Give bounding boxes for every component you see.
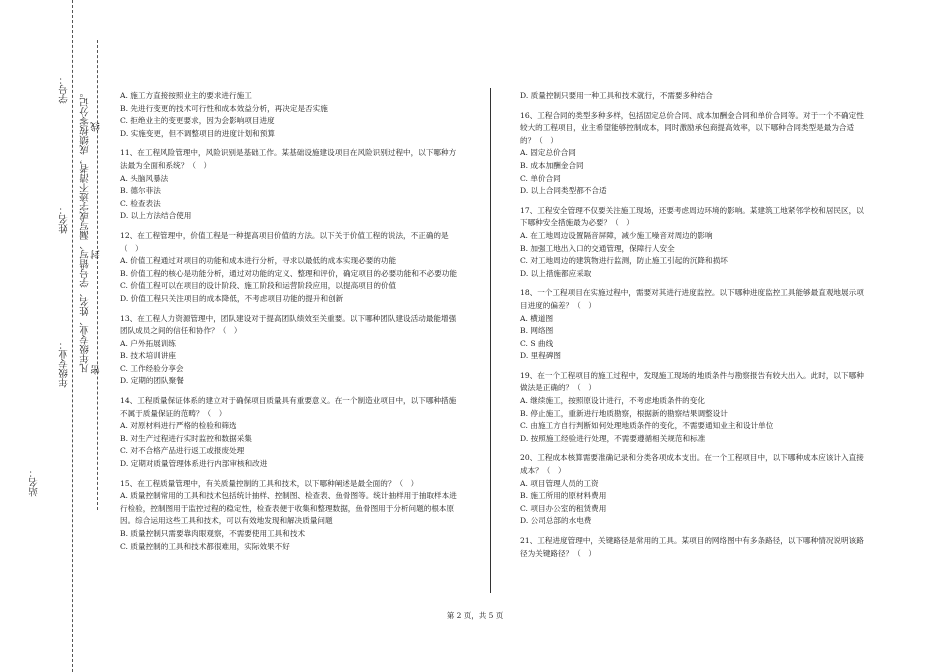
option: A. 价值工程通过对项目的功能和成本进行分析，寻求以最低的成本实现必要的功能: [120, 256, 397, 266]
question-17: [520, 205, 865, 281]
option: B. 网络图: [520, 326, 554, 336]
column-divider: [490, 88, 491, 593]
student-id-label: 学号：: [59, 75, 70, 104]
question-15: [120, 478, 460, 554]
right-column: [520, 90, 865, 560]
question-12: [120, 230, 460, 306]
option: B. 技术培训讲座: [120, 351, 176, 361]
option: D. 定期对质量管理体系进行内部审核和改进: [120, 459, 268, 469]
option: B. 德尔菲法: [120, 186, 161, 196]
option: A. 对原材料进行严格的检验和筛选: [120, 421, 237, 431]
question-text: 16、工程合同的类型多种多样，包括固定总价合同、成本加酬金合同和单价合同等。对于一个不确定性较大的工程项目，业主希望能够控制成本，同时激励承包商提高效率，以下哪种合同类型是最为合适的？（ ）: [520, 110, 864, 145]
binding-dashed-line-outer: [72, 0, 73, 672]
question-text: 21、工程进度管理中，关键路径是常用的工具。某项目的网络图中有多条路径，以下哪种情况说明该路径为关键路径？（ ）: [520, 536, 864, 558]
option: B. 价值工程的核心是功能分析，通过对功能的定义、整理和评价，确定项目的必要功能和不必要功能: [120, 268, 457, 278]
option: A. 质量控制常用的工具和技术包括统计抽样、控制图、检查表、鱼骨图等。统计抽样用于抽取样本进行检验，控制图用于监控过程的稳定性，检查表便于收集和整理数据，鱼骨图用于分析问题的根本原因。综合运用这些工具和技术，可以有效地发现和解决质量问题: [120, 491, 457, 526]
question-text: 19、在一个工程项目的施工过程中，发现施工现场的地质条件与勘察报告有较大出入。此时，以下哪种做法是正确的？（ ）: [520, 370, 864, 393]
question-text: 17、工程安全管理不仅要关注施工现场，还要考虑周边环境的影响。某建筑工地紧邻学校和居民区，以下哪种安全措施最为必要？（ ）: [520, 205, 864, 228]
option: D. 按照施工经验进行处理，不需要遵循相关规范和标准: [520, 433, 706, 443]
option: C. 对不合格产品进行返工或报废处理: [120, 446, 245, 456]
line-mark: 线: [91, 122, 102, 132]
page-number: 第 2 页，共 5 页: [446, 611, 504, 620]
option: D. 里程碑图: [520, 351, 562, 361]
option: A. 施工方直接按照业主的要求进行施工: [120, 91, 252, 100]
option: B. 质量控制只需要靠肉眼观察，不需要使用工具和技术: [120, 529, 306, 538]
option: D. 公司总部的水电费: [520, 516, 592, 526]
binding-notice: 凡年级专业、姓名、学号错写、漏写或字迹不清者，成绩按零分记。: [80, 88, 91, 373]
option: C. 质量控制的工具和技术都很难用，实际效果不好: [120, 541, 290, 551]
option: A. 继续施工，按照原设计进行，不考虑地质条件的变化: [520, 396, 705, 406]
option: B. 施工所用的原材料费用: [520, 491, 607, 501]
question-11: [120, 147, 460, 223]
seal-mark: 封: [91, 250, 102, 260]
question-text: 15、在工程质量管理中，有关质量控制的工具和技术，以下哪种阐述是最全面的？（ ）: [120, 478, 419, 488]
question-13: [120, 313, 460, 389]
question-text: 18、一个工程项目在实施过程中，需要对其进行进度监控。以下哪种进度监控工具能够最直观地展示项目进度的偏差？（ ）: [520, 288, 864, 310]
page-footer: [0, 610, 950, 621]
option: A. 项目管理人员的工资: [520, 478, 599, 488]
continued-question-left: [120, 90, 460, 140]
question-text: 20、工程成本核算需要准确记录和分类各项成本支出。在一个工程项目中，以下哪种成本应该计入直接成本？（ ）: [520, 453, 864, 476]
option: D. 质量控制只要用一种工具和技术就行，不需要多种结合: [520, 91, 713, 100]
binding-margin: [0, 0, 110, 672]
option: A. 在工地周边设置隔音屏障，减少施工噪音对周边的影响: [520, 230, 713, 240]
option: C. 对工地周边的建筑物进行监测，防止施工引起的沉降和损坏: [520, 256, 728, 266]
option: B. 停止施工，重新进行地质勘察，根据新的勘察结果调整设计: [520, 408, 728, 418]
question-text: 14、工程质量保证体系的建立对于确保项目质量具有重要意义。在一个制造业项目中，以下哪种措施不属于质量保证的范畴？（ ）: [120, 396, 457, 418]
question-text: 12、在工程管理中，价值工程是一种提高项目价值的方法。以下关于价值工程的说法，不正确的是（ ）: [120, 230, 449, 253]
option: C. 由施工方自行判断如何处理地质条件的变化，不需要通知业主和设计单位: [520, 421, 774, 431]
question-18: [520, 287, 865, 363]
option: A. 头脑风暴法: [120, 173, 169, 183]
option: D. 定期的团队聚餐: [120, 376, 184, 386]
option: D. 价值工程只关注项目的成本降低，不考虑项目功能的提升和创新: [120, 293, 344, 303]
option: C. 单价合同: [520, 173, 561, 183]
left-column: [120, 90, 460, 553]
secret-mark: 密: [91, 365, 102, 375]
question-16: [520, 110, 865, 198]
option: D. 实施变更，但不调整项目的进度计划和预算: [120, 128, 275, 138]
option: B. 成本加酬金合同: [520, 160, 584, 170]
question-text: 13、在工程人力资源管理中，团队建设对于提高团队绩效至关重要。以下哪种团队建设活动最能增强团队成员之间的信任和协作？（ ）: [120, 313, 457, 336]
continued-question-right: [520, 90, 865, 103]
grade-label: 年级专业：: [59, 340, 70, 388]
option: A. 固定总价合同: [520, 148, 576, 158]
question-21: [520, 535, 865, 560]
question-19: [520, 370, 865, 446]
option: C. 项目办公室的租赁费用: [520, 503, 607, 513]
option: C. 价值工程可以在项目的设计阶段、施工阶段和运营阶段应用，以提高项目的价值: [120, 281, 397, 291]
option: C. 工作经验分享会: [120, 363, 184, 373]
option: D. 以上方法结合使用: [120, 211, 192, 221]
question-text: 11、在工程风险管理中，风险识别是基础工作。某基础设施建设项目在风险识别过程中，以下哪种方法最为全面和系统？（ ）: [120, 148, 457, 170]
option: B. 加强工地出入口的交通管理，保障行人安全: [520, 243, 675, 253]
binding-dashed-line-inner: [97, 40, 98, 510]
option: B. 先进行变更的技术可行性和成本效益分析，再决定是否实施: [120, 103, 328, 113]
option: C. 拒绝业主的变更要求，因为会影响项目进度: [120, 116, 275, 126]
option: C. 检查表法: [120, 198, 161, 208]
question-20: [520, 452, 865, 528]
option: D. 以上措施都应采取: [520, 268, 592, 278]
name-label: 姓名：: [59, 205, 70, 234]
question-14: [120, 395, 460, 471]
option: B. 对生产过程进行实时监控和数据采集: [120, 433, 252, 443]
option: A. 横道图: [520, 313, 554, 323]
option: D. 以上合同类型都不合适: [520, 186, 607, 196]
region-label: 站名：: [29, 468, 40, 497]
option: A. 户外拓展训练: [120, 338, 176, 348]
option: C. S 曲线: [520, 338, 554, 348]
